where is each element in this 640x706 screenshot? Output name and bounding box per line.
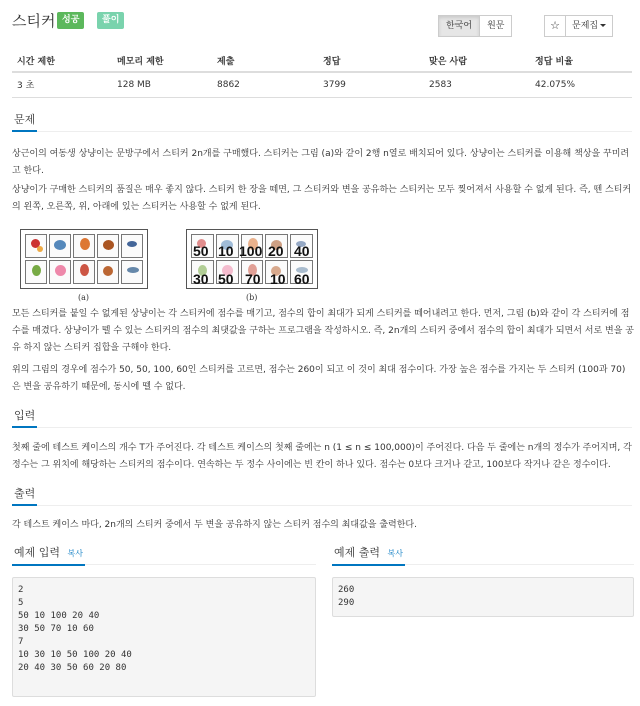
sticker-image: [121, 234, 143, 258]
sticker-image: [121, 260, 143, 284]
sticker-score: 100: [239, 243, 263, 259]
caret-down-icon: [600, 24, 606, 27]
sample-input-title: [12, 545, 85, 566]
sample-output-line: 260: [338, 585, 355, 595]
language-toggle: [438, 15, 512, 37]
input-section-head: [12, 408, 632, 428]
sticker-score: 60: [294, 271, 310, 287]
sticker-image: [49, 260, 71, 284]
sticker-image: [49, 234, 71, 258]
sticker-score: 70: [245, 271, 261, 287]
info-header-time: 시간 제한: [12, 50, 112, 72]
sticker-score: 30: [193, 271, 209, 287]
sample-output-head: [332, 545, 634, 565]
info-time: 3 초: [12, 72, 112, 97]
sample-input-head: [12, 545, 316, 565]
info-header-accepted: 정답: [318, 50, 424, 72]
problem-heading: 문제: [12, 112, 37, 132]
info-value-row: [12, 72, 632, 97]
sample-output-title-text: 예제 출력: [334, 546, 381, 559]
sticker-image: [73, 234, 95, 258]
sticker-image: [97, 234, 119, 258]
info-header-memory: 메모리 제한: [112, 50, 212, 72]
star-icon[interactable]: ☆: [544, 15, 566, 37]
sample-output-title: [332, 545, 405, 566]
sticker-score: 10: [270, 271, 286, 287]
sample-input-line: 20 40 30 50 60 20 80: [18, 663, 127, 673]
sample-input-line: 2: [18, 585, 24, 595]
output-heading: 출력: [12, 486, 37, 506]
info-header-ratio: 정답 비율: [530, 50, 632, 72]
sample-output-box[interactable]: [332, 577, 634, 617]
sample-input-line: 10 30 10 50 100 20 40: [18, 650, 132, 660]
sample-input-line: 50 10 100 20 40: [18, 611, 100, 621]
info-accepted: 3799: [318, 72, 424, 97]
sticker-score: 40: [294, 243, 310, 259]
sample-input-line: 30 50 70 10 60: [18, 624, 94, 634]
info-ratio: 42.075%: [530, 72, 632, 97]
sticker-image: [97, 260, 119, 284]
info-submissions: 8862: [212, 72, 318, 97]
info-header-submissions: 제출: [212, 50, 318, 72]
problem-paragraph-3: 모든 스티커를 붙일 수 없게된 상냥이는 각 스티커에 점수를 매기고, 점수의 합이 최대가 되게 스티커를 떼어내려고 한다. 먼저, 그림 (b)와 같이 각 스티커에 점수를 매겼다. 상냥이가 뗄 수 있는 스티커의 점수의 최댓값을 구하는 프로그램을 작성하시오. 즉, 2n개의 스티커 중에서 점수의 합이 최대가 되면서 서로 변을 공유 하지 않는 스티커 집합을 구해야 한다.: [12, 309, 634, 353]
info-solvers: 2583: [424, 72, 530, 97]
figure-b-stickers: [186, 229, 318, 289]
sticker-image: [25, 234, 47, 258]
problem-paragraph-1: 상근이의 여동생 상냥이는 문방구에서 스티커 2n개를 구매했다. 스티커는 그림 (a)와 같이 2행 n열로 배치되어 있다. 상냥이는 스티커를 이용해 책상을 꾸미려고 한다.: [12, 149, 630, 176]
sample-input-line: 7: [18, 637, 24, 647]
sticker-score: 50: [218, 271, 234, 287]
sample-input-title-text: 예제 입력: [14, 546, 61, 559]
copy-output-link[interactable]: 복사: [387, 549, 403, 558]
problem-header: [12, 8, 632, 38]
sticker-image: [73, 260, 95, 284]
figure-b-label: (b): [246, 293, 258, 302]
problemset-dropdown[interactable]: [566, 15, 613, 37]
success-badge: 성공: [57, 12, 84, 29]
solution-badge[interactable]: 풀이: [97, 12, 124, 29]
problem-paragraph-4: 위의 그림의 경우에 점수가 50, 50, 100, 60인 스티커를 고르면, 점수는 260이 되고 이 것이 최대 점수이다. 가장 높은 점수를 가지는 두 스티커 (100과 70)은 변을 공유하기 때문에, 동시에 뗄 수 없다.: [12, 365, 626, 392]
sample-output-line: 290: [338, 598, 355, 608]
copy-input-link[interactable]: 복사: [67, 549, 83, 558]
figure-a-grid: [25, 234, 143, 284]
sticker-score: 20: [268, 243, 284, 259]
sample-input-box[interactable]: [12, 577, 316, 697]
korean-button[interactable]: 한국어: [438, 15, 480, 37]
original-button[interactable]: 원문: [480, 15, 512, 37]
figure-a-stickers: [20, 229, 148, 289]
input-description: 첫째 줄에 테스트 케이스의 개수 T가 주어진다. 각 테스트 케이스의 첫째 줄에는 n (1 ≤ n ≤ 100,000)이 주어진다. 다음 두 줄에는 n개의 정수가 주어지며, 각 정수는 그 위치에 해당하는 스티커의 점수이다. 연속하는 두 정수 사이에는 빈 칸이 하나 있다. 점수는 0보다 크거나 같고, 100보다 작거나 같은 정수이다.: [12, 443, 632, 470]
output-description: 각 테스트 케이스 마다, 2n개의 스티커 중에서 두 변을 공유하지 않는 스티커 점수의 최대값을 출력한다.: [12, 520, 417, 530]
problem-info-table: [12, 50, 632, 98]
problem-section-head: [12, 112, 632, 132]
sticker-image: [25, 260, 47, 284]
sample-input-line: 5: [18, 598, 24, 608]
sticker-score: 10: [218, 243, 234, 259]
info-header-row: [12, 50, 632, 72]
problem-paragraph-2: 상냥이가 구매한 스티커의 품질은 매우 좋지 않다. 스티커 한 장을 떼면, 그 스티커와 변을 공유하는 스티커는 모두 찢어져서 사용할 수 없게 된다. 즉, 뗀 스티커의 왼쪽, 오른쪽, 위, 아래에 있는 스티커는 사용할 수 없게 된다.: [12, 185, 632, 212]
info-memory: 128 MB: [112, 72, 212, 97]
problemset-label: 문제집: [572, 21, 599, 31]
info-header-solvers: 맞은 사람: [424, 50, 530, 72]
figure-a-label: (a): [78, 293, 90, 302]
problem-title: 스티커: [12, 12, 56, 30]
sticker-score: 50: [193, 243, 209, 259]
input-heading: 입력: [12, 408, 37, 428]
output-section-head: [12, 486, 632, 506]
